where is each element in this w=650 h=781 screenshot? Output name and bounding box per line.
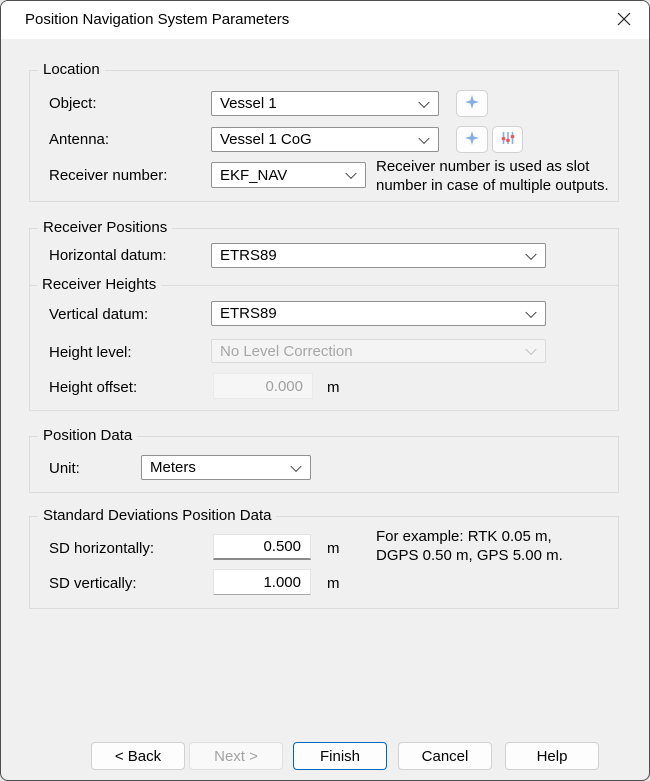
next-button: Next > [189,742,283,770]
standard-deviations-group-label: Standard Deviations Position Data [38,507,276,524]
horizontal-datum-combobox-value: ETRS89 [220,247,277,264]
sd-vertical-label: SD vertically: [49,575,137,592]
receiver-positions-group-label: Receiver Positions [38,219,172,236]
position-data-group [29,427,619,493]
sliders-icon [500,130,516,149]
receiver-heights-label: Receiver Heights [37,276,161,293]
object-label: Object: [49,95,97,112]
antenna-label: Antenna: [49,131,110,148]
vertical-datum-combobox-value: ETRS89 [220,305,277,322]
chevron-down-icon [525,248,536,259]
vertical-datum-label: Vertical datum: [49,306,149,323]
receiver-number-note-line2: number in case of multiple outputs. [376,177,609,194]
receiver-number-note-line1: Receiver number is used as slot [376,158,590,175]
chevron-down-icon [525,306,536,317]
receiver-heights-separator [29,276,619,293]
sd-horizontal-input[interactable] [213,534,311,560]
close-button[interactable] [608,6,640,34]
plus-icon [464,94,480,113]
plus-icon [464,130,480,149]
receiver-number-note [376,157,609,195]
object-combobox[interactable] [211,91,439,116]
sd-vertical-input[interactable] [213,569,311,595]
sd-horizontal-label: SD horizontally: [49,540,155,557]
finish-button[interactable]: Finish [293,742,387,770]
antenna-offsets-button[interactable] [492,126,523,153]
chevron-down-icon [418,96,429,107]
height-level-label: Height level: [49,344,132,361]
location-group-label: Location [38,61,105,78]
unit-combobox[interactable] [141,455,311,480]
height-offset-unit: m [327,379,340,396]
antenna-combobox[interactable] [211,127,439,152]
chevron-down-icon [290,460,301,471]
chevron-down-icon [345,168,356,179]
receiver-number-label: Receiver number: [49,167,168,184]
help-button[interactable]: Help [505,742,599,770]
sd-horizontal-unit: m [327,540,340,557]
unit-label: Unit: [49,460,80,477]
title-bar[interactable] [1,1,649,39]
chevron-down-icon [525,344,536,355]
add-antenna-button[interactable] [456,126,488,153]
window-title: Position Navigation System Parameters [25,11,290,28]
sd-example-note [376,527,563,565]
unit-combobox-value: Meters [150,459,196,476]
add-object-button[interactable] [456,90,488,117]
position-data-group-label: Position Data [38,427,137,444]
horizontal-datum-label: Horizontal datum: [49,247,167,264]
sd-example-note-line1: For example: RTK 0.05 m, [376,528,552,545]
chevron-down-icon [418,132,429,143]
height-offset-label: Height offset: [49,379,138,396]
close-icon [617,12,631,29]
receiver-number-combobox[interactable] [211,162,366,188]
sd-example-note-line2: DGPS 0.50 m, GPS 5.00 m. [376,547,563,564]
vertical-datum-combobox[interactable] [211,301,546,326]
height-level-combobox-value: No Level Correction [220,342,353,360]
height-offset-input [213,373,313,399]
sd-vertical-unit: m [327,575,340,592]
cancel-button[interactable]: Cancel [398,742,492,770]
antenna-combobox-value: Vessel 1 CoG [220,131,312,148]
object-combobox-value: Vessel 1 [220,95,277,112]
receiver-number-combobox-value: EKF_NAV [220,166,288,184]
horizontal-datum-combobox[interactable] [211,243,546,268]
back-button[interactable]: < Back [91,742,185,770]
height-level-combobox [211,339,546,363]
